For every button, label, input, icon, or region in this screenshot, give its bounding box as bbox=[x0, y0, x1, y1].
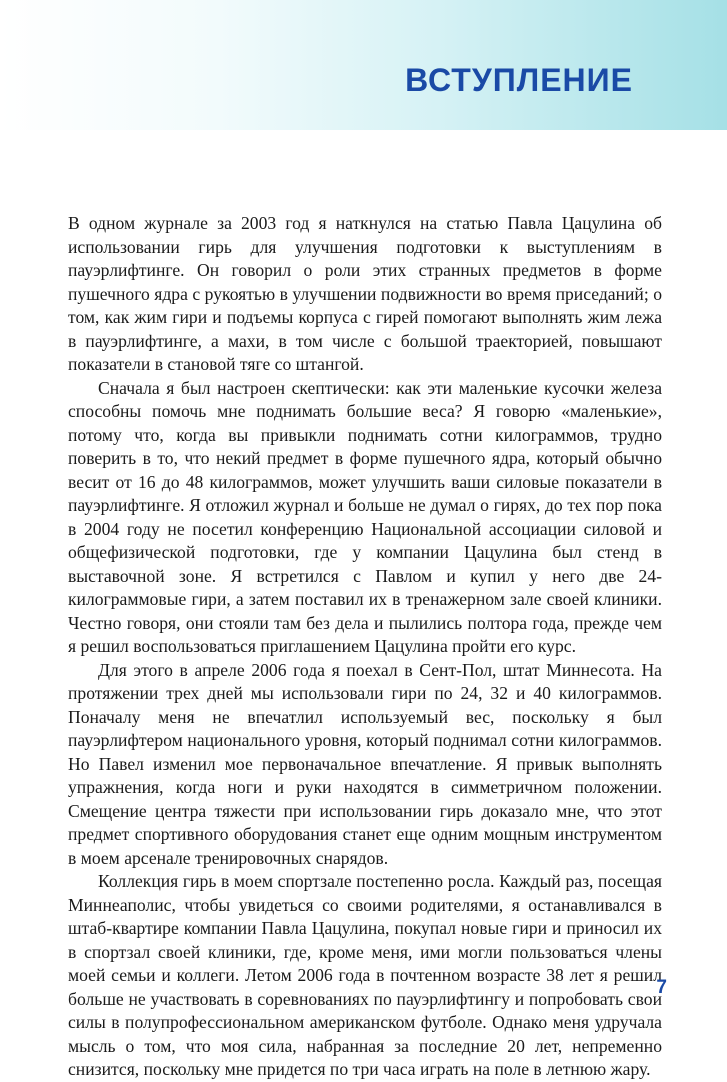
body-text bbox=[68, 212, 662, 1082]
page-number: 7 bbox=[656, 977, 667, 998]
paragraph-3: Для этого в апреле 2006 года я поехал в Сент-Пол, штат Миннесота. На протяжении трех дней мы использовали гири по 24, 32 и 40 килограммов. Поначалу меня не впечатлил используемый вес, поскольку я был пауэрлифтером национального уровня, который поднимал сотни килограммов. Но Павел изменил мое первоначальное впечатление. Я привык выполнять упражнения, когда ноги и руки находятся в симметричном положении. Смещение центра тяжести при использовании гирь доказало мне, что этот предмет спортивного оборудования станет еще одним мощным инструментом в моем арсенале тренировочных снарядов. bbox=[68, 659, 662, 868]
chapter-title: ВСТУПЛЕНИЕ bbox=[405, 62, 633, 98]
paragraph-4: Коллекция гирь в моем спортзале постепенно росла. Каждый раз, посещая Миннеаполис, чтобы увидеться со своими родителями, я останавливался в штаб-квартире компании Павла Цацулина, покупал новые гири и приносил их в спортзал своей клиники, где, кроме меня, ими могли пользоваться члены моей семьи и коллеги. Летом 2006 года в почтенном возрасте 38 лет я решил больше не участвовать в соревнованиях по пауэрлифтингу и попробовать свои силы в полупрофессиональном американском футболе. Однако меня удручала мысль о том, что моя сила, набранная за последние 20 лет, непременно снизится, поскольку мне придется по три часа играть на поле в летнюю жару. bbox=[68, 871, 662, 1079]
paragraph-2: Сначала я был настроен скептически: как эти маленькие кусочки железа способны помочь мне поднимать большие веса? Я говорю «маленькие», потому что, когда вы привыкли поднимать сотни килограммов, трудно поверить в то, что некий предмет в форме пушечного ядра, который обычно весит от 16 до 48 килограммов, может улучшить ваши силовые показатели в пауэрлифтинге. Я отложил журнал и больше не думал о гирях, до тех пор пока в 2004 году не посетил конференцию Национальной ассоциации силовой и общефизической подготовки, где у компании Цацулина был стенд в выставочной зоне. Я встретился с Павлом и купил у него две 24-килограммовые гири, а затем поставил их в тренажерном зале своей клиники. Честно говоря, они стояли там без дела и пылились полтора года, прежде чем я решил воспользоваться приглашением Цацулина пройти его курс. bbox=[68, 377, 662, 656]
paragraph-1: В одном журнале за 2003 год я наткнулся на статью Павла Цацулина об использовании гирь для улучшения подготовки к выступлениям в пауэрлифтинге. Он говорил о роли этих странных предметов в форме пушечного ядра с рукоятью в улучшении подвижности во время приседаний; о том, как жим гири и подъемы корпуса с гирей помогают выполнять жим лежа в пауэрлифтинге, а махи, в том числе с большой траекторией, повышают показатели в становой тяге со штангой. bbox=[68, 213, 662, 374]
